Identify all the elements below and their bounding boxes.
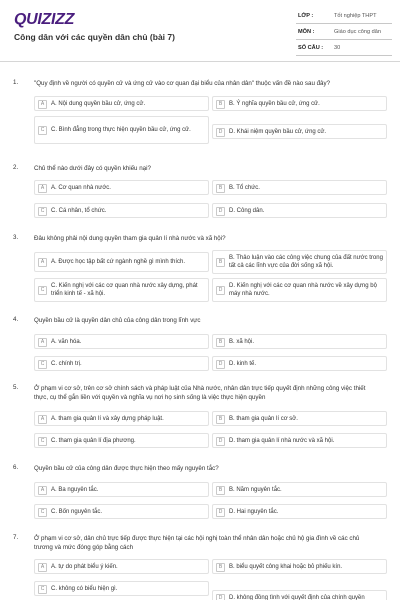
option-letter: D (216, 508, 225, 517)
meta-key: LỚP : (298, 13, 314, 19)
option-c[interactable] (34, 278, 209, 302)
question-text: Chủ thể nào dưới đây có quyền khiếu nại? (34, 165, 151, 172)
option-text: D. không đồng tình với quyết định của chính quyền (229, 594, 365, 600)
option-letter: D (216, 128, 225, 137)
option-letter: B (216, 338, 225, 347)
option-text: B. biểu quyết công khai hoặc bỏ phiếu kín. (229, 563, 343, 570)
option-letter: D (216, 286, 225, 295)
option-text: B. tham gia quản lí cơ sở. (229, 415, 298, 422)
question-number: 1. (13, 79, 19, 86)
question-number: 5. (13, 384, 19, 391)
option-letter: A (38, 258, 47, 267)
option-text: B. xã hội. (229, 338, 255, 345)
option-b[interactable] (212, 334, 387, 349)
option-c[interactable] (34, 356, 209, 371)
meta-key: SỐ CÂU : (298, 45, 324, 51)
option-a[interactable] (34, 482, 209, 497)
option-letter: C (38, 126, 47, 135)
option-text: D. Công dân. (229, 207, 265, 214)
option-text: A. Nội dung quyền bầu cử, ứng cử. (51, 100, 146, 107)
option-letter: B (216, 184, 225, 193)
option-text: C. không có biểu hiện gì. (51, 585, 118, 592)
option-letter: B (216, 258, 225, 267)
option-letter: C (38, 508, 47, 517)
question-text: Quyền bầu cử của công dân được thực hiện theo mấy nguyên tắc? (34, 465, 219, 472)
meta-row-count (296, 42, 392, 56)
question-number: 4. (13, 316, 19, 323)
option-text: A. văn hóa. (51, 338, 82, 345)
option-a[interactable] (34, 96, 209, 111)
option-letter: D (216, 437, 225, 446)
option-d[interactable] (212, 433, 387, 448)
option-text: A. Cơ quan nhà nước. (51, 184, 111, 191)
meta-row-subject (296, 26, 392, 40)
option-text: D. Khái niệm quyền bầu cử, ứng cử. (229, 128, 327, 135)
option-letter: A (38, 184, 47, 193)
option-letter: C (38, 585, 47, 594)
question-text: Quyền bầu cử là quyền dân chủ của công dân trong lĩnh vực (34, 317, 201, 324)
option-letter: C (38, 360, 47, 369)
question-text: Ở phạm vi cơ sở, dân chủ trực tiếp được thực hiện tại các hội nghị toàn thể nhân dân hoặc chủ hộ gia đình về các chủ trương và mức đóng góp bằng cách (34, 535, 360, 551)
question-text: Ở phạm vi cơ sở, trên cơ sở chính sách và pháp luật của Nhà nước, nhân dân trực tiếp quyết định những công việc thiết thực, cụ thể gắn liền với quyền và nghĩa vụ nơi họ sinh sống là việc thực hiện quyền (34, 385, 366, 401)
meta-key: MÔN : (298, 29, 315, 35)
option-text: B. Tổ chức. (229, 184, 260, 191)
option-text: A. Ba nguyên tắc. (51, 486, 99, 493)
option-text: C. Kiến nghị với các cơ quan nhà nước xây dựng, phát triển kinh tế - xã hội. (51, 283, 198, 297)
option-b[interactable] (212, 482, 387, 497)
meta-value: Giáo dục công dân (334, 29, 381, 35)
option-letter: A (38, 486, 47, 495)
question-number: 6. (13, 464, 19, 471)
option-d[interactable] (212, 278, 387, 302)
question-number: 3. (13, 234, 19, 241)
question-text: Đâu không phải nội dung quyền tham gia quản lí nhà nước và xã hội? (34, 235, 226, 242)
option-b[interactable] (212, 559, 387, 574)
option-letter: B (216, 563, 225, 572)
option-c[interactable] (34, 581, 209, 596)
option-a[interactable] (34, 559, 209, 574)
option-c[interactable] (34, 116, 209, 144)
option-text: D. kinh tế. (229, 360, 257, 367)
option-d[interactable] (212, 124, 387, 139)
option-a[interactable] (34, 411, 209, 426)
question-number: 7. (13, 534, 19, 541)
option-letter: D (216, 207, 225, 216)
quizizz-logo: QUIZIZZ (14, 11, 75, 28)
option-text: A. tự do phát biểu ý kiến. (51, 563, 118, 570)
option-d[interactable] (212, 203, 387, 218)
option-letter: C (38, 207, 47, 216)
option-letter: D (216, 594, 225, 600)
option-letter: B (216, 415, 225, 424)
option-a[interactable] (34, 334, 209, 349)
option-a[interactable] (34, 180, 209, 195)
meta-value: 30 (334, 45, 341, 51)
option-d[interactable] (212, 356, 387, 371)
option-letter: B (216, 100, 225, 109)
option-b[interactable] (212, 411, 387, 426)
option-text: D. tham gia quản lí nhà nước và xã hội. (229, 437, 335, 444)
option-text: A. tham gia quản lí và xây dựng pháp luật. (51, 415, 164, 422)
worksheet-header (0, 0, 400, 62)
option-text: B. Thảo luận vào các công việc chung của đất nước trong tất cả các lĩnh vực của đời sống xã hội. (229, 255, 383, 269)
option-text: D. Hai nguyên tắc. (229, 508, 279, 515)
question-text: "Quy định về người có quyền cử và ứng cử vào cơ quan đại biểu của nhân dân" thuộc vấn đề nào sau đây? (34, 80, 331, 87)
meta-row-class (296, 10, 392, 24)
option-b[interactable] (212, 180, 387, 195)
option-c[interactable] (34, 433, 209, 448)
option-text: C. tham gia quản lí địa phương. (51, 437, 136, 444)
option-letter: A (38, 415, 47, 424)
option-b[interactable] (212, 250, 387, 274)
option-c[interactable] (34, 504, 209, 519)
option-letter: B (216, 486, 225, 495)
option-text: C. Bình đẳng trong thực hiện quyền bầu cử, ứng cử. (51, 127, 191, 133)
option-c[interactable] (34, 203, 209, 218)
option-a[interactable] (34, 252, 209, 272)
option-letter: A (38, 563, 47, 572)
option-text: A. Được học tập bất cứ ngành nghề gì mình thích. (51, 259, 186, 265)
option-text: C. Cá nhân, tổ chức. (51, 207, 107, 214)
option-d[interactable] (212, 590, 387, 600)
option-b[interactable] (212, 96, 387, 111)
option-text: C. Bốn nguyên tắc. (51, 508, 103, 515)
option-text: C. chính trị. (51, 360, 82, 367)
option-letter: D (216, 360, 225, 369)
worksheet-title: Công dân với các quyền dân chủ (bài 7) (14, 32, 175, 42)
option-letter: A (38, 100, 47, 109)
question-number: 2. (13, 164, 19, 171)
option-text: D. Kiến nghị với các cơ quan nhà nước về xây dựng bộ máy nhà nước. (229, 283, 377, 297)
option-letter: C (38, 437, 47, 446)
option-letter: C (38, 286, 47, 295)
option-text: B. Ý nghĩa quyền bầu cử, ứng cử. (229, 100, 320, 107)
meta-value: Tốt nghiệp THPT (334, 13, 377, 19)
option-text: B. Năm nguyên tắc. (229, 486, 282, 493)
option-letter: A (38, 338, 47, 347)
option-d[interactable] (212, 504, 387, 519)
